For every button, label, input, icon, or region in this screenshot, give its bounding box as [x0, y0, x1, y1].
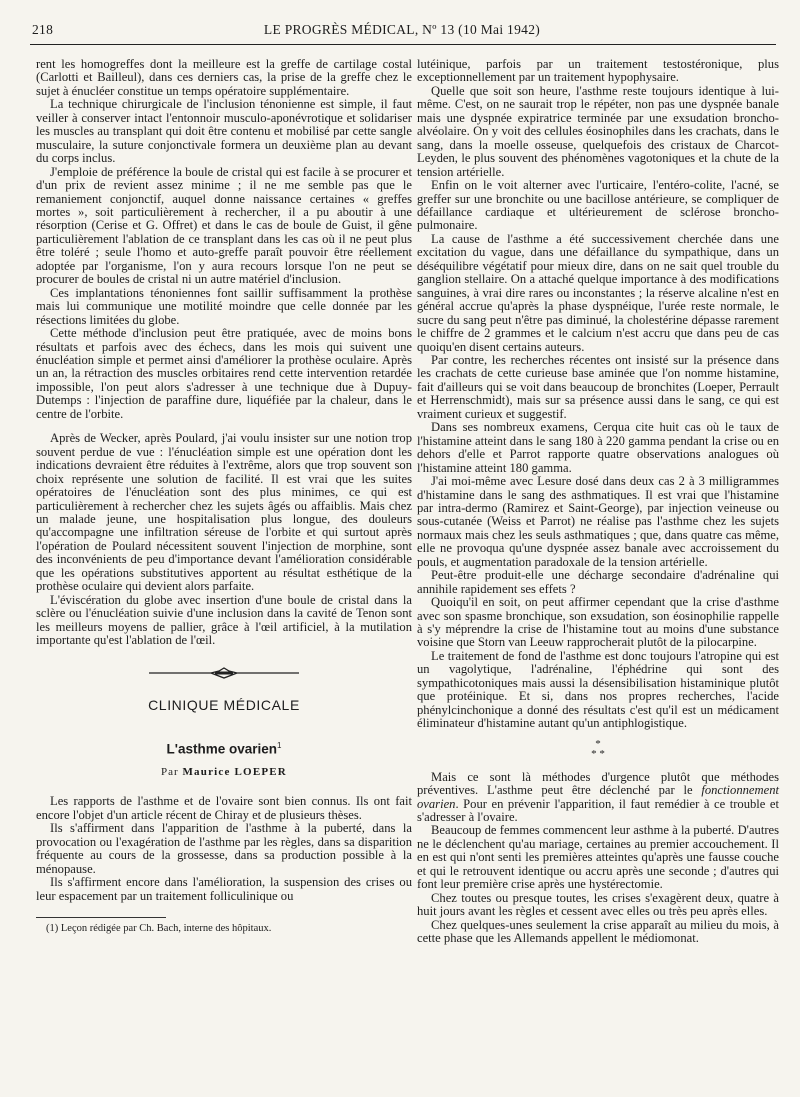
left-column — [36, 58, 412, 935]
footnote-marker: 1 — [277, 740, 282, 750]
section-heading: CLINIQUE MÉDICALE — [148, 697, 300, 714]
star-bottom: * * — [591, 747, 605, 760]
star-top: * — [595, 737, 601, 750]
footnote-rule — [36, 917, 166, 918]
right-column — [417, 58, 779, 946]
journal-title: LE PROGRÈS MÉDICAL, Nº 13 (10 Mai 1942) — [263, 22, 541, 37]
text-run: Mais ce sont là méthodes d'urgence plutôt que méthodes préventives. L'asthme peut être déclenché par le — [417, 769, 779, 798]
author-name: Maurice LOEPER — [182, 765, 287, 778]
paragraph: Le traitement de fond de l'asthme est donc toujours l'atropine qui est un vagolytique, l'adrénaline, l'éphédrine qui sont des sympathicotoniques mais aussi la désensibilisation histaminique plutôt que protéinique. Et si, dans nos propres recherches, l'acide phénylcinchonique a donné des résultats c'est qu'il est un médicament éliminateur d'histamine autant qu'un antiphlogistique. — [417, 648, 779, 731]
section-ornament — [36, 667, 412, 681]
article-title-text: L'asthme ovarien — [166, 741, 278, 757]
paragraph: La technique chirurgicale de l'inclusion ténonienne est simple, il faut veiller à conserver intact l'entonnoir musculo-aponévrotique et solidariser les muscles au transplant qui doit être contenu et mobilisé par cette sangle musculaire, la suture conjonctivale formera un deuxième plan au devant du corps inclus. — [36, 97, 412, 166]
page-header — [32, 22, 772, 42]
paragraph: La cause de l'asthme a été successivement cherchée dans une excitation du vague, dans une défaillance du sympathique, dans un déséquilibre végétatif pour mieux dire, dans on ne sait quel trouble du ganglion stellaire. On a attaché quelque importance à des modifications sanguines, à vrai dire rares ou inconstantes ; la réserve alcaline n'est en général accrue qu'après la phase dyspnéique, l'urée reste normale, le sucre du sang peut n'être pas diminué, la cholestérine dépasse rarement le chiffre de 2 grammes et le calcium n'est accru que dans peu de cas quoiqu'en disent certains auteurs. — [417, 231, 779, 354]
paragraph: J'ai moi-même avec Lesure dosé dans deux cas 2 à 3 milligrammes d'histamine dans le sang des asthmatiques. Il est vrai que l'histamine par intra-dermo (Ramirez et Saint-George), par injection veineuse ou sous-cutanée (Weiss et Parrot) ne réalise pas l'asthme chez les sujets normaux mais chez les seuls asthmatiques ; que, dans quatre cas même, elle ne provoqua qu'une dyspnée assez banale avec accroissement du pouls, et augmentation paradoxale de la tension artérielle. — [417, 474, 779, 569]
paragraph: Peut-être produit-elle une décharge secondaire d'adrénaline qui annihile rapidement ses effets ? — [417, 568, 779, 596]
byline — [36, 766, 412, 779]
footnote: (1) Leçon rédigée par Ch. Bach, interne des hôpitaux. — [46, 922, 272, 934]
paragraph: Chez toutes ou presque toutes, les crises s'exagèrent deux, quatre à huit jours avant les règles et cessent avec elles ou très peu après elles. — [417, 890, 779, 919]
paragraph: Ces implantations ténoniennes font saillir suffisamment la prothèse mais lui communique une motilité moindre que celle donnée par les résections limitées du globe. — [36, 285, 412, 327]
paragraph: Les rapports de l'asthme et de l'ovaire sont bien connus. Ils ont fait encore l'objet d'un article récent de Chiray et de plusieurs thèses. — [36, 794, 412, 822]
paragraph: Cette méthode d'inclusion peut être pratiquée, avec de moins bons résultats et parfois avec des échecs, dans les mois qui suivent une énucléation simple et permet ainsi d'améliorer la prothèse oculaire. Après un an, la rétraction des muscles orbitaires rend cette intervention retardée impossible, l'on peut alors s'adresser à une technique due à Dupuy-Dutemps : l'injection de paraffine dure, liquéfiée par la chaleur, dans le centre de l'orbite. — [36, 326, 412, 421]
byline-prefix: Par — [161, 765, 179, 778]
emphasis: fonctionnement ovarien — [417, 783, 779, 811]
paragraph — [417, 771, 779, 825]
paragraph: Par contre, les recherches récentes ont insisté sur la présence dans les crachats de cette curieuse base aminée que l'on nomme histamine, fait d'ailleurs qui se voit dans beaucoup de bronchites (Loeper, Perrault et Herrenschmidt), mais sur sa présence aussi dans le sang, ce qui est vraiment curieux et suggestif. — [417, 352, 779, 421]
paragraph: Après de Wecker, après Poulard, j'ai voulu insister sur une notion trop souvent perdue de vue : l'énucléation simple est une opération dont les indications devraient être réduites à l'extrême, alors que trop souvent son choix représente une solution de facilité. Il est vrai que les suites opératoires de l'énucléation sont des plus minimes, ce qui est particulièrement à rechercher chez les sujets âgés ou affaiblis. Mais chez un malade jeune, une hospitalisation plus longue, des douleurs qu'accompagne une infiltration séreuse de l'orbite et qui surtout après l'opération de Poulard nécessitent souvent l'injection de morphine, sont des inconvénients de peu d'importance devant l'amélioration considérable que les opérations substitutives apportent au résultat esthétique de la prothèse oculaire qui devient alors parfaite. — [36, 431, 412, 594]
paragraph: Ils s'affirment dans l'apparition de l'asthme à la puberté, dans la provocation ou l'exagération de l'asthme par les règles, dans sa disparition fréquente au cours de la grossesse, dans sa production possible à la ménopause. — [36, 821, 412, 876]
text-run: . Pour en prévenir l'apparition, il faut remédier à ce trouble et s'adresser à l'ovaire. — [417, 796, 779, 825]
paragraph: Dans ses nombreux examens, Cerqua cite huit cas où le taux de l'histamine atteint dans le sang 180 à 220 gamma pendant la crise ou en dehors d'elle et Parrot rapporte quatre observations analogues où l'histamine atteint 180 gamma. — [417, 420, 779, 475]
paragraph: Quoiqu'il en soit, on peut affirmer cependant que la crise d'asthme avec son spasme bronchique, son exsudation, son éosinophilie rappelle à s'y méprendre la crise de l'histamine tout au moins d'une substance voisine que Storn van Leeuw rapprocherait plutôt de la pilocarpine. — [417, 595, 779, 650]
paragraph: J'emploie de préférence la boule de cristal qui est facile à se procurer et d'un prix de revient assez minime ; il ne me semble pas que le remaniement conjonctif, auquel donne naissance certaines « greffes mortes », soit particulièrement à rechercher, il a pu aboutir à une résorption (Cerise et G. Offret) et dans le cas de boule de Guist, il gêne particulièrement l'ablation de ce transplant dans les cas où il ne peut plus être toléré ; seule l'homo et auto-greffe paraît pouvoir être réellement adoptée par l'organisme, l'on y aura recours lorsque l'on ne peut se procurer de boules de cristal ni un autre matériel d'inclusion. — [36, 164, 412, 287]
ornament-icon — [149, 667, 299, 679]
paragraph: Enfin on le voit alterner avec l'urticaire, l'entéro-colite, l'acné, se greffer sur une bronchite ou une bacillose antérieure, se compliquer de défaillance cardiaque et ultérieurement de sclérose broncho-pulmonaire. — [417, 178, 779, 233]
header-rule — [30, 44, 776, 45]
article-title — [36, 739, 412, 756]
paragraph: Beaucoup de femmes commencent leur asthme à la puberté. D'autres ne le déclenchent qu'au mariage, certaines au premier accouchement. Il en est qui n'ont senti les premières atteintes qu'après une fausse couche et qui le retrouvent identique ou accru après une seconde ; d'autres qui font leur première crise après une hystérectomie. — [417, 823, 779, 892]
paragraph: Ils s'affirment encore dans l'amélioration, la suspension des crises ou leur espacement par un traitement folliculinique ou — [36, 875, 412, 903]
paragraph: rent les homogreffes dont la meilleure est la greffe de cartilage costal (Carlotti et Bailleul), dans ces derniers cas, la prise de la greffe chez le sujet à énucléer constitue un temps opératoire supplémentaire. — [36, 57, 412, 98]
paragraph: Quelle que soit son heure, l'asthme reste toujours identique à lui-même. C'est, on ne saurait trop le répéter, non pas une dyspnée banale mais une dyspnée expiratrice terminée par une exsudation broncho-alvéolaire. On y voit des cellules éosinophiles dans les crachats, dans le sang, dans la moelle osseuse, quelquefois des cristaux de Charcot-Leyden, le plus souvent des phénomènes vagotoniques et la chute de la tension artérielle. — [417, 83, 779, 179]
paragraph: lutéinique, parfois par un traitement testostéronique, plus exceptionnellement par un traitement hypophysaire. — [417, 57, 779, 85]
paragraph: Chez quelques-unes seulement la crise apparaît au milieu du mois, à cette phase que les Allemands appellent le médiomonat. — [417, 917, 779, 946]
page-number: 218 — [32, 22, 54, 37]
section-break-stars — [417, 739, 779, 759]
paragraph: L'éviscération du globe avec insertion d'une boule de cristal dans la sclère ou l'énucléation suivie d'une inclusion dans la cavité de Tenon sont les meilleurs moyens de pallier, grâce à l'œil artificiel, à la mutilation importante qu'est l'ablation de l'œil. — [36, 592, 412, 648]
